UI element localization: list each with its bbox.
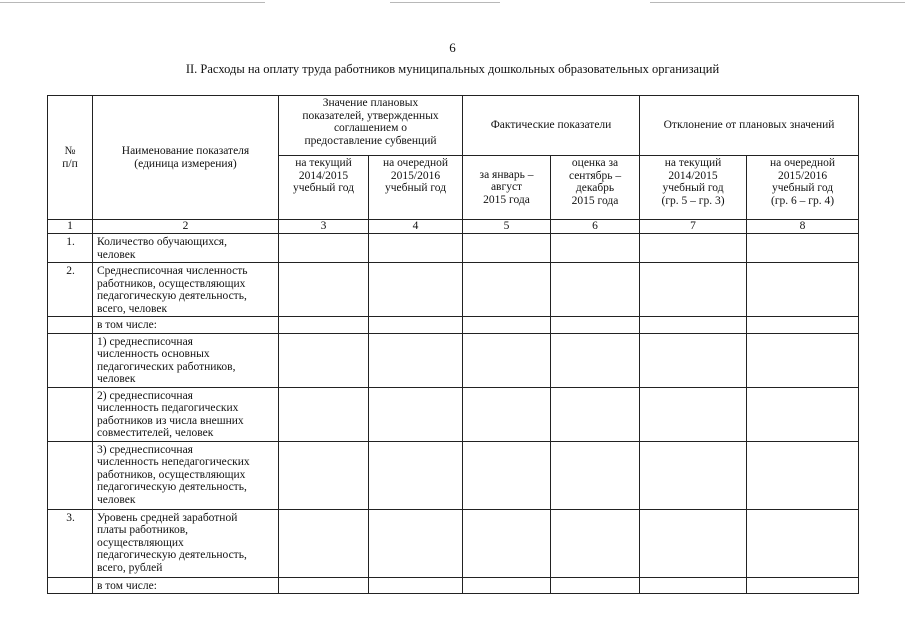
value-cell[interactable] — [279, 317, 369, 334]
value-cell[interactable] — [279, 333, 369, 387]
value-cell[interactable] — [640, 263, 747, 317]
value-cell[interactable] — [463, 509, 551, 577]
value-cell[interactable] — [369, 333, 463, 387]
header-col-no: № п/п — [48, 96, 93, 220]
header-col-name: Наименование показателя (единица измерения) — [93, 96, 279, 220]
column-number: 1 — [48, 220, 93, 234]
column-number: 8 — [747, 220, 859, 234]
value-cell[interactable] — [279, 441, 369, 509]
value-cell[interactable] — [640, 509, 747, 577]
value-cell[interactable] — [279, 509, 369, 577]
value-cell[interactable] — [369, 234, 463, 263]
value-cell[interactable] — [369, 317, 463, 334]
header-sub-dev-current: на текущий 2014/2015 учебный год (гр. 5 – гр. 3) — [640, 156, 747, 220]
table-row — [48, 441, 859, 509]
value-cell[interactable] — [747, 441, 859, 509]
value-cell[interactable] — [747, 333, 859, 387]
value-cell[interactable] — [369, 263, 463, 317]
scan-edge-line-left — [0, 2, 265, 3]
table-row — [48, 387, 859, 441]
indicator-name: 1) среднесписочная численность основных педагогических работников, человек — [93, 333, 279, 387]
row-number — [48, 441, 93, 509]
value-cell[interactable] — [551, 234, 640, 263]
header-sub-plan-current: на текущий 2014/2015 учебный год — [279, 156, 369, 220]
header-sub-fact-jan-aug: за январь – август 2015 года — [463, 156, 551, 220]
indicator-name: в том числе: — [93, 577, 279, 594]
column-number: 4 — [369, 220, 463, 234]
value-cell[interactable] — [369, 577, 463, 594]
row-number: 3. — [48, 509, 93, 577]
column-number: 2 — [93, 220, 279, 234]
indicator-name: 2) среднесписочная численность педагогических работников из числа внешних совместителей, человек — [93, 387, 279, 441]
table-row — [48, 509, 859, 577]
value-cell[interactable] — [369, 509, 463, 577]
value-cell[interactable] — [551, 441, 640, 509]
value-cell[interactable] — [463, 263, 551, 317]
value-cell[interactable] — [640, 234, 747, 263]
value-cell[interactable] — [640, 333, 747, 387]
row-number: 2. — [48, 263, 93, 317]
value-cell[interactable] — [640, 317, 747, 334]
value-cell[interactable] — [747, 263, 859, 317]
indicator-name: Уровень средней заработной платы работников, осуществляющих педагогическую деятельность, всего, рублей — [93, 509, 279, 577]
value-cell[interactable] — [463, 333, 551, 387]
value-cell[interactable] — [463, 441, 551, 509]
value-cell[interactable] — [551, 509, 640, 577]
value-cell[interactable] — [369, 441, 463, 509]
salary-expenses-table — [47, 95, 859, 594]
table-row — [48, 234, 859, 263]
row-number — [48, 333, 93, 387]
scan-edge-line-middle — [390, 2, 500, 3]
value-cell[interactable] — [279, 263, 369, 317]
header-sub-plan-next: на очередной 2015/2016 учебный год — [369, 156, 463, 220]
value-cell[interactable] — [747, 387, 859, 441]
column-number: 7 — [640, 220, 747, 234]
header-group-plan: Значение плановых показателей, утвержденных соглашением о предоставление субвенций — [279, 96, 463, 156]
value-cell[interactable] — [640, 441, 747, 509]
value-cell[interactable] — [640, 387, 747, 441]
value-cell[interactable] — [551, 317, 640, 334]
header-group-fact: Фактические показатели — [463, 96, 640, 156]
value-cell[interactable] — [279, 387, 369, 441]
value-cell[interactable] — [551, 387, 640, 441]
header-group-deviation: Отклонение от плановых значений — [640, 96, 859, 156]
value-cell[interactable] — [551, 333, 640, 387]
value-cell[interactable] — [369, 387, 463, 441]
indicator-name: в том числе: — [93, 317, 279, 334]
header-sub-dev-next: на очередной 2015/2016 учебный год (гр. 6 – гр. 4) — [747, 156, 859, 220]
indicator-name: Среднесписочная численность работников, осуществляющих педагогическую деятельность, всего, человек — [93, 263, 279, 317]
column-number: 6 — [551, 220, 640, 234]
row-number: 1. — [48, 234, 93, 263]
value-cell[interactable] — [279, 234, 369, 263]
table-row — [48, 263, 859, 317]
value-cell[interactable] — [463, 577, 551, 594]
value-cell[interactable] — [463, 317, 551, 334]
value-cell[interactable] — [747, 317, 859, 334]
scan-edge-line-right — [650, 2, 905, 3]
value-cell[interactable] — [747, 577, 859, 594]
table-row — [48, 577, 859, 594]
header-sub-fact-sep-dec: оценка за сентябрь – декабрь 2015 года — [551, 156, 640, 220]
table-row — [48, 333, 859, 387]
indicator-name: Количество обучающихся, человек — [93, 234, 279, 263]
page-number: 6 — [449, 40, 456, 55]
section-title: II. Расходы на оплату труда работников муниципальных дошкольных образовательных организаций — [185, 62, 720, 76]
value-cell[interactable] — [463, 234, 551, 263]
column-number: 3 — [279, 220, 369, 234]
value-cell[interactable] — [747, 509, 859, 577]
indicator-name: 3) среднесписочная численность непедагогических работников, осуществляющих педагогическую деятельность, человек — [93, 441, 279, 509]
table-row — [48, 317, 859, 334]
value-cell[interactable] — [279, 577, 369, 594]
value-cell[interactable] — [551, 263, 640, 317]
row-number — [48, 317, 93, 334]
row-number — [48, 577, 93, 594]
value-cell[interactable] — [747, 234, 859, 263]
value-cell[interactable] — [640, 577, 747, 594]
column-number: 5 — [463, 220, 551, 234]
column-numbers-row — [48, 220, 859, 234]
value-cell[interactable] — [551, 577, 640, 594]
value-cell[interactable] — [463, 387, 551, 441]
row-number — [48, 387, 93, 441]
